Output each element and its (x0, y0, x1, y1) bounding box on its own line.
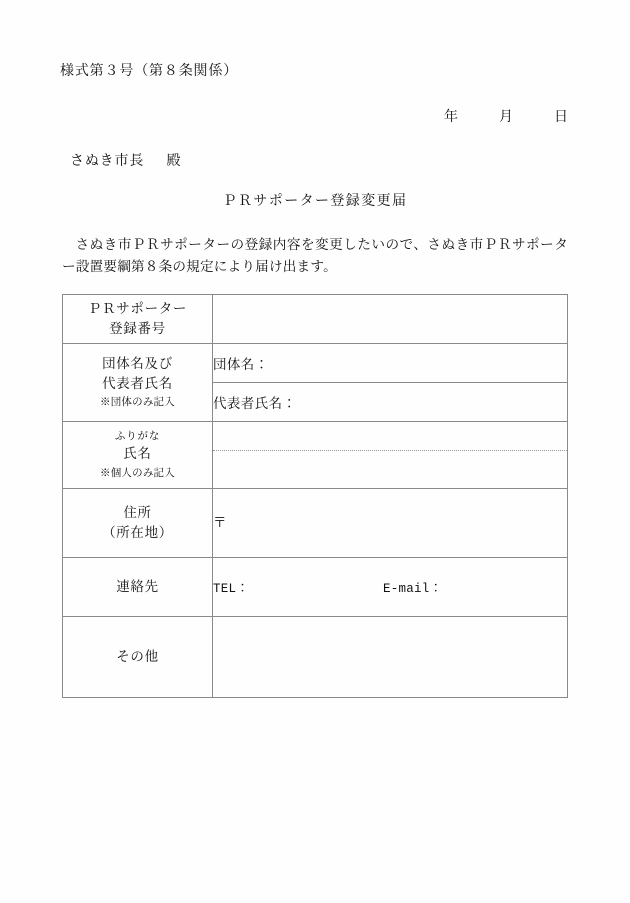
row-label-address (63, 489, 213, 558)
row-label-note: ※団体のみ記入 (100, 397, 175, 409)
name-split-container (213, 422, 567, 488)
table-row (63, 617, 568, 698)
field-representative-name-label: 代表者氏名： (213, 396, 297, 411)
row-label-furigana: ふりがな (114, 430, 161, 442)
row-label-personal-name (63, 422, 213, 489)
row-label-organization (63, 344, 213, 422)
row-label-contact (63, 558, 213, 617)
field-personal-name-input[interactable] (213, 451, 567, 488)
row-label-line2: （所在地） (102, 525, 173, 540)
field-organization-group (213, 344, 568, 422)
field-tel-label: TEL： (213, 582, 250, 596)
body-paragraph: さぬき市ＰＲサポーターの登録内容を変更したいので、さぬき市ＰＲサポーター設置要綱第８条の規定により届け出ます。 (62, 237, 568, 275)
field-email-label: E-mail： (383, 582, 443, 596)
organization-subtable (213, 344, 567, 421)
date-line (0, 106, 568, 126)
date-year-label: 年 (444, 110, 458, 125)
addressee-recipient: さぬき市長 (70, 154, 145, 169)
page-title: ＰＲサポーター登録変更届 (222, 194, 408, 209)
row-label-note: ※個人のみ記入 (100, 467, 175, 479)
row-label-line1: 氏名 (123, 446, 152, 462)
field-other[interactable] (213, 617, 568, 698)
field-furigana-input[interactable] (213, 422, 567, 450)
row-label-other (63, 617, 213, 698)
form-number: 様式第３号（第８条関係） (60, 64, 239, 79)
field-registration-number[interactable] (213, 295, 568, 344)
registration-form-table (62, 294, 568, 698)
row-label-line1: その他 (116, 648, 159, 664)
field-address[interactable] (213, 489, 568, 558)
addressee-honorific: 殿 (166, 154, 182, 169)
field-contact[interactable] (213, 558, 568, 617)
date-day-label: 日 (554, 110, 568, 125)
table-row (63, 295, 568, 344)
subtable-row (213, 383, 567, 422)
field-personal-name-group (213, 422, 568, 489)
field-representative-name[interactable] (213, 383, 567, 422)
row-label-line2: 登録番号 (109, 321, 166, 336)
date-month-label: 月 (499, 110, 513, 125)
row-label-line1: 団体名及び (102, 355, 173, 371)
table-row (63, 344, 568, 422)
row-label-line1: 住所 (123, 504, 152, 520)
row-label-line2: 代表者氏名 (102, 376, 173, 392)
row-label-line1: ＰＲサポーター (87, 300, 188, 316)
table-row (63, 489, 568, 558)
field-organization-name[interactable] (213, 344, 567, 383)
row-label-line1: 連絡先 (116, 578, 159, 594)
contact-row (213, 578, 567, 596)
table-row (63, 422, 568, 489)
addressee (70, 150, 181, 170)
table-row (63, 558, 568, 617)
field-organization-name-label: 団体名： (213, 357, 269, 372)
row-label-registration-number (63, 295, 213, 344)
subtable-row (213, 344, 567, 383)
postal-code-icon: 〒 (213, 515, 227, 530)
